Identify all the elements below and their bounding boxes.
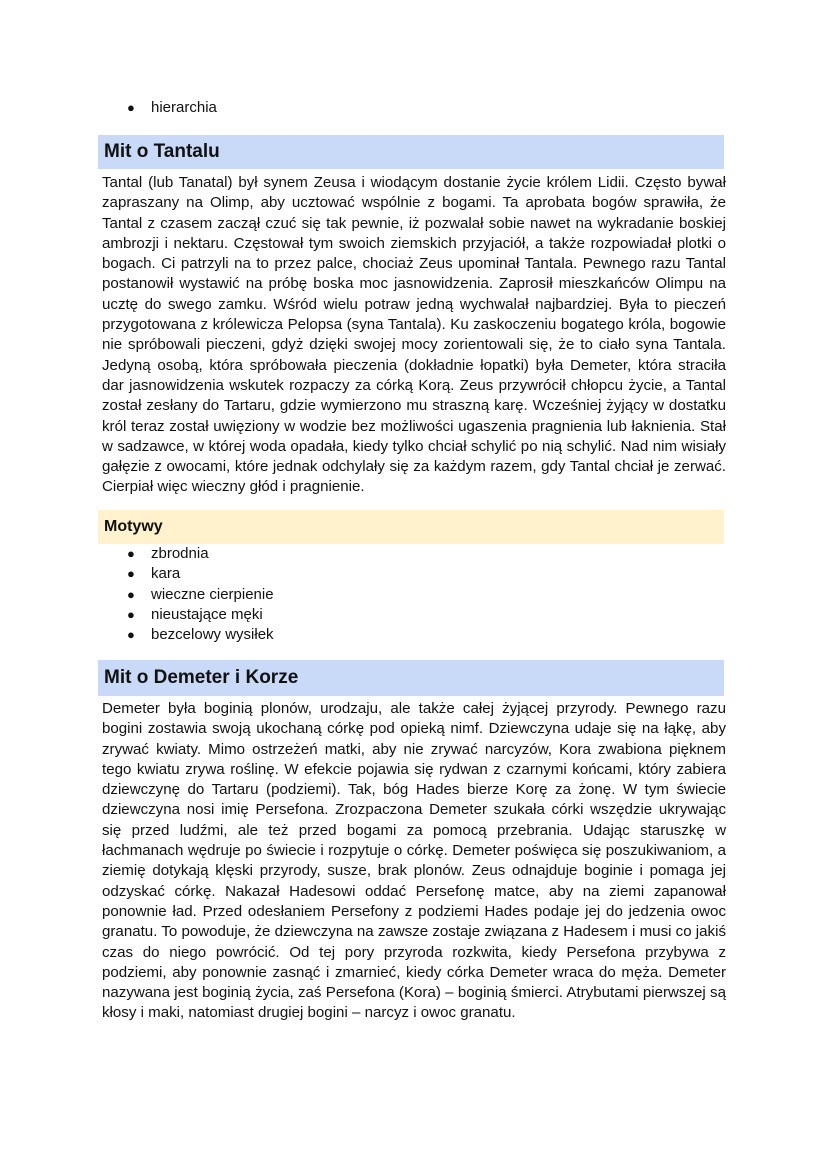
top-bullet-list xyxy=(102,98,722,118)
bullet-icon: ● xyxy=(127,586,135,602)
demeter-paragraph: Demeter była boginią plonów, urodzaju, ale także całej żyjącej przyrody. Pewnego razu bogini zostawia swoją ukochaną córkę pod opieką nimf. Dziewczyna udaje się na łąkę, aby zrywać kwiaty. Mimo ostrzeżeń matki, aby nie zrywać narcyzów, Kora zwabiona pięknem tego kwiatu zrywa roślinę. W efekcie pojawia się rydwan z czarnymi końcami, który zabiera dziewczynę do Tartaru (podziemi). Tak, bóg Hades bierze Korę za żonę. W tym świecie dziewczyna nosi imię Persefona. Zrozpaczona Demeter szukała córki wszędzie ukrywając się przed ludźmi, ale też przed bogami za pomocą przebrania. Udając staruszkę w łachmanach wędruje po świecie i rozpytuje o córkę. Demeter poświęca się poszukiwaniom, a ziemię dotykają klęski przyrody, susze, brak plonów. Zeus odnajduje boginie i pomaga jej odzyskać córkę. Nakazał Hadesowi oddać Persefonę matce, aby na ziemi zapanował ponownie ład. Przed odesłaniem Persefony z podziemi Hades podaje jej do jedzenia owoc granatu. To powoduje, że dziewczyna na zawsze zostaje związana z Hadesem i musi co jakiś czas do niego powrócić. Od tej pory przyroda rozkwita, kiedy Persefona przybywa z podziemi, aby ponownie zasnąć i zmarnieć, kiedy córka Demeter wraca do męża. Demeter nazywana jest boginią życia, zaś Persefona (Kora) – boginią śmierci. Atrybutami pierwszej są kłosy i maki, natomiast drugiej bogini – narcyz i owoc granatu. xyxy=(102,700,726,1022)
list-item xyxy=(102,98,722,118)
list-item xyxy=(102,625,722,645)
section-heading-tantal: Mit o Tantalu xyxy=(98,135,724,169)
bullet-icon: ● xyxy=(127,606,135,622)
list-item xyxy=(102,585,722,605)
motywy-heading: Motywy xyxy=(98,510,724,544)
list-item-text: bezcelowy wysiłek xyxy=(151,626,274,644)
list-item xyxy=(102,564,722,584)
bullet-icon: ● xyxy=(127,627,135,643)
list-item-text: hierarchia xyxy=(151,99,217,116)
bullet-icon: ● xyxy=(127,566,135,582)
motywy-list xyxy=(102,544,722,645)
section-heading-demeter: Mit o Demeter i Korze xyxy=(98,660,724,696)
list-item-text: nieustające męki xyxy=(151,605,263,623)
list-item xyxy=(102,605,722,625)
list-item-text: kara xyxy=(151,565,181,583)
list-item-text: zbrodnia xyxy=(151,545,209,562)
list-item-text: wieczne cierpienie xyxy=(151,585,274,603)
bullet-icon: ● xyxy=(127,546,135,561)
tantal-paragraph: Tantal (lub Tanatal) był synem Zeusa i wiodącym dostanie życie królem Lidii. Często bywał zapraszany na Olimp, aby ucztować wspólnie z bogami. Ta aprobata bogów sprawiła, że Tantal z czasem zaczął czuć się tak pewnie, iż pozwalał sobie nawet na wykradanie boskiej ambrozji i nektaru. Częstował tym swoich ziemskich przyjaciół, a także rozpowiadał plotki o bogach. Ci patrzyli na to przez palce, chociaż Zeus upominał Tantala. Pewnego razu Tantal postanowił wystawić na próbę boska moc jasnowidzenia. Zaprosił mieszkańców Olimpu na ucztę do swego zamku. Wśród wielu potraw jedną wychwalał najbardziej. Była to pieczeń przygotowana z królewicza Pelopsa (syna Tantala). Ku zaskoczeniu bogatego króla, bogowie nie spróbowali pieczeni, gdyż dzięki swojej mocy zorientowali się, że to ciało syna Tantala. Jedyną osobą, która spróbowała pieczenia (dokładnie łopatki) była Demeter, która straciła dar jasnowidzenia wskutek rozpaczy za córką Korą. Zeus przywrócił chłopcu życie, a Tantal został zesłany do Tartaru, gdzie wymierzono mu straszną karę. Wcześniej żyjący w dostatku król teraz został uwięziony w wodzie bez możliwości ugaszenia pragnienia lub łaknienia. Stał w sadzawce, w której woda opadała, kiedy tylko chciał schylić po nią schylić. Nad nim wisiały gałęzie z owocami, które jednak odchylały się za każdym razem, gdy Tantal chciał je zerwać. Cierpiał więc wieczny głód i pragnienie. xyxy=(102,174,726,496)
list-item xyxy=(102,544,722,564)
bullet-icon: ● xyxy=(127,100,135,115)
